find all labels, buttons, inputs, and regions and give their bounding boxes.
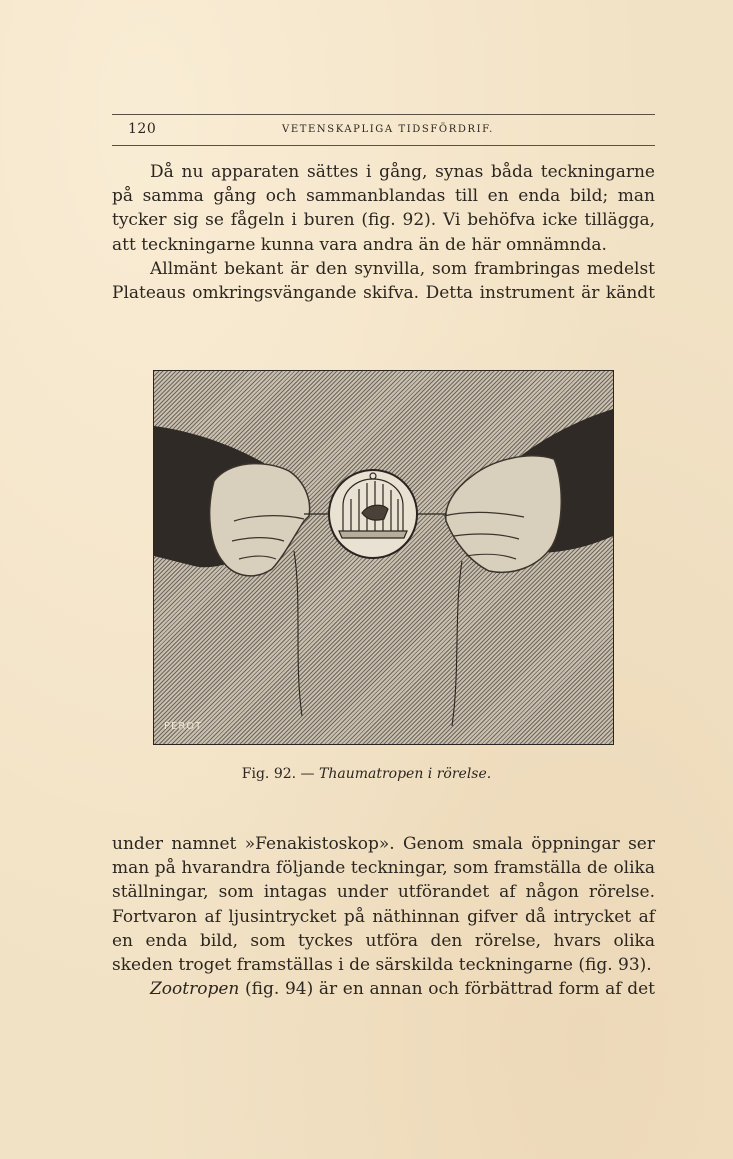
figure-thaumatrope	[153, 370, 614, 745]
running-head: VETENSKAPLIGA TIDSFÖRDRIF.	[282, 124, 494, 135]
artist-signature: PEROT	[164, 721, 203, 732]
figure-caption	[0, 766, 733, 782]
top-text-block	[112, 160, 655, 305]
paragraph-3: under namnet »Fenakistoskop». Genom smala öppningar ser man på hvarandra följande teckningar, som framställa de olika ställningar, som intagas under utförandet af någon rörelse. Fortvaron af ljusintrycket på näthinnan gifver då intrycket af en enda bild, som tyckes utföra den rörelse, hvars olika skeden troget framställas i de särskilda teckningarne (fig. 93).	[112, 834, 655, 976]
engraving-illustration	[154, 371, 613, 744]
zootrope-term: Zootropen	[150, 979, 240, 1000]
paragraph-4	[112, 977, 655, 1001]
page-header	[112, 114, 655, 146]
right-string	[452, 561, 462, 726]
paragraph-4-rest: (fig. 94) är en annan och förbättrad form af det	[245, 979, 655, 1000]
bottom-text-block	[112, 832, 655, 1001]
caption-prefix: Fig. 92. —	[241, 766, 315, 782]
paragraph-1: Då nu apparaten sättes i gång, synas båda teckningarne på samma gång och sammanblandas till en enda bild; man tycker sig se fågeln i buren (fig. 92). Vi behöfva icke tillägga, att teckningarne kunna vara andra än de här omnämnda.	[112, 162, 655, 255]
left-string	[294, 551, 302, 716]
caption-title: Thaumatropen i rörelse.	[319, 766, 492, 782]
page-number: 120	[128, 121, 157, 137]
paragraph-2: Allmänt bekant är den synvilla, som frambringas medelst Plateaus omkringsvängande skifva. Detta instrument är kändt	[112, 258, 655, 304]
